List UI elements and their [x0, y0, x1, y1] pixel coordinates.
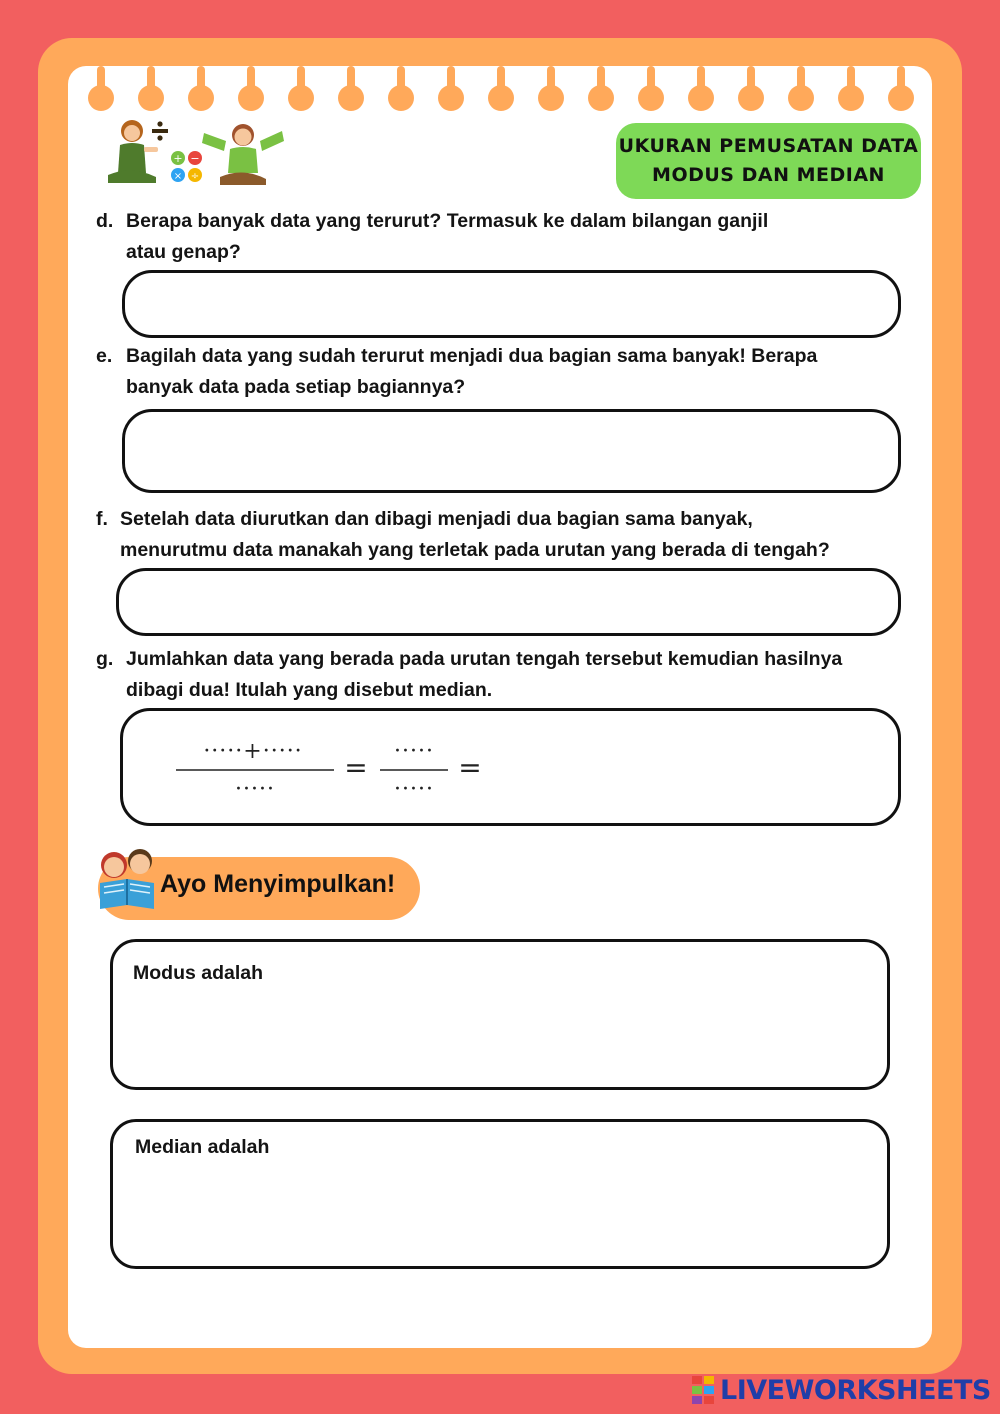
binder-ring — [286, 66, 316, 112]
binder-ring — [886, 66, 916, 112]
question-e — [96, 341, 916, 403]
worksheet-title-badge — [616, 123, 921, 199]
logo-blocks-icon — [692, 1376, 714, 1404]
question-d — [96, 206, 916, 268]
binder-ring — [786, 66, 816, 112]
binder-ring — [736, 66, 766, 112]
equals-sign: = — [458, 751, 482, 784]
binder-ring — [536, 66, 566, 112]
question-text-line2: atau genap? — [126, 241, 241, 263]
question-text-line2: menurutmu data manakah yang terletak pada urutan yang berada di tengah? — [120, 539, 830, 561]
binder-ring — [586, 66, 616, 112]
binder-ring — [236, 66, 266, 112]
median-label: Median adalah — [135, 1136, 270, 1158]
formula-numerator[interactable]: ·····+····· — [203, 739, 303, 764]
question-text-line2: banyak data pada setiap bagiannya? — [126, 376, 466, 398]
binder-ring — [86, 66, 116, 112]
binder-ring — [436, 66, 466, 112]
binder-ring — [186, 66, 216, 112]
kids-math-illustration — [100, 115, 290, 190]
binder-ring — [136, 66, 166, 112]
liveworksheets-logo[interactable] — [692, 1374, 991, 1406]
kids-reading-icon — [92, 843, 162, 918]
modus-label: Modus adalah — [133, 962, 264, 984]
svg-text:×: × — [173, 171, 183, 182]
question-letter: g. — [96, 648, 114, 670]
binder-ring — [836, 66, 866, 112]
question-text-line1: Berapa banyak data yang terurut? Termasuk ke dalam bilangan ganjil — [126, 210, 769, 232]
title-line-1: UKURAN PEMUSATAN DATA — [618, 135, 919, 157]
svg-text:−: − — [190, 152, 200, 165]
equals-sign: = — [344, 751, 368, 784]
title-line-2: MODUS DAN MEDIAN — [652, 164, 885, 186]
binder-ring — [686, 66, 716, 112]
conclusion-title: Ayo Menyimpulkan! — [160, 870, 396, 898]
median-formula — [170, 730, 510, 810]
svg-text:+: + — [173, 152, 183, 165]
question-f — [96, 504, 926, 566]
question-g — [96, 644, 926, 706]
result-denominator[interactable]: ····· — [394, 777, 434, 802]
question-text-line1: Bagilah data yang sudah terurut menjadi dua bagian sama banyak! Berapa — [126, 345, 818, 367]
question-text-line1: Setelah data diurutkan dan dibagi menjadi dua bagian sama banyak, — [120, 508, 753, 530]
formula-denominator[interactable]: ····· — [235, 777, 275, 802]
question-letter: e. — [96, 345, 113, 367]
question-text-line1: Jumlahkan data yang berada pada urutan tengah tersebut kemudian hasilnya — [126, 648, 843, 670]
binder-ring — [486, 66, 516, 112]
brand-name: LIVEWORKSHEETS — [720, 1374, 991, 1406]
question-text-line2: dibagi dua! Itulah yang disebut median. — [126, 679, 493, 701]
question-letter: d. — [96, 210, 114, 232]
binder-ring — [336, 66, 366, 112]
binder-rings — [68, 66, 932, 118]
result-numerator[interactable]: ····· — [394, 739, 434, 764]
question-letter: f. — [96, 508, 108, 530]
answer-box-e[interactable] — [122, 409, 901, 493]
binder-ring — [636, 66, 666, 112]
answer-box-f[interactable] — [116, 568, 901, 636]
svg-text:÷: ÷ — [190, 171, 200, 182]
binder-ring — [386, 66, 416, 112]
answer-box-d[interactable] — [122, 270, 901, 338]
